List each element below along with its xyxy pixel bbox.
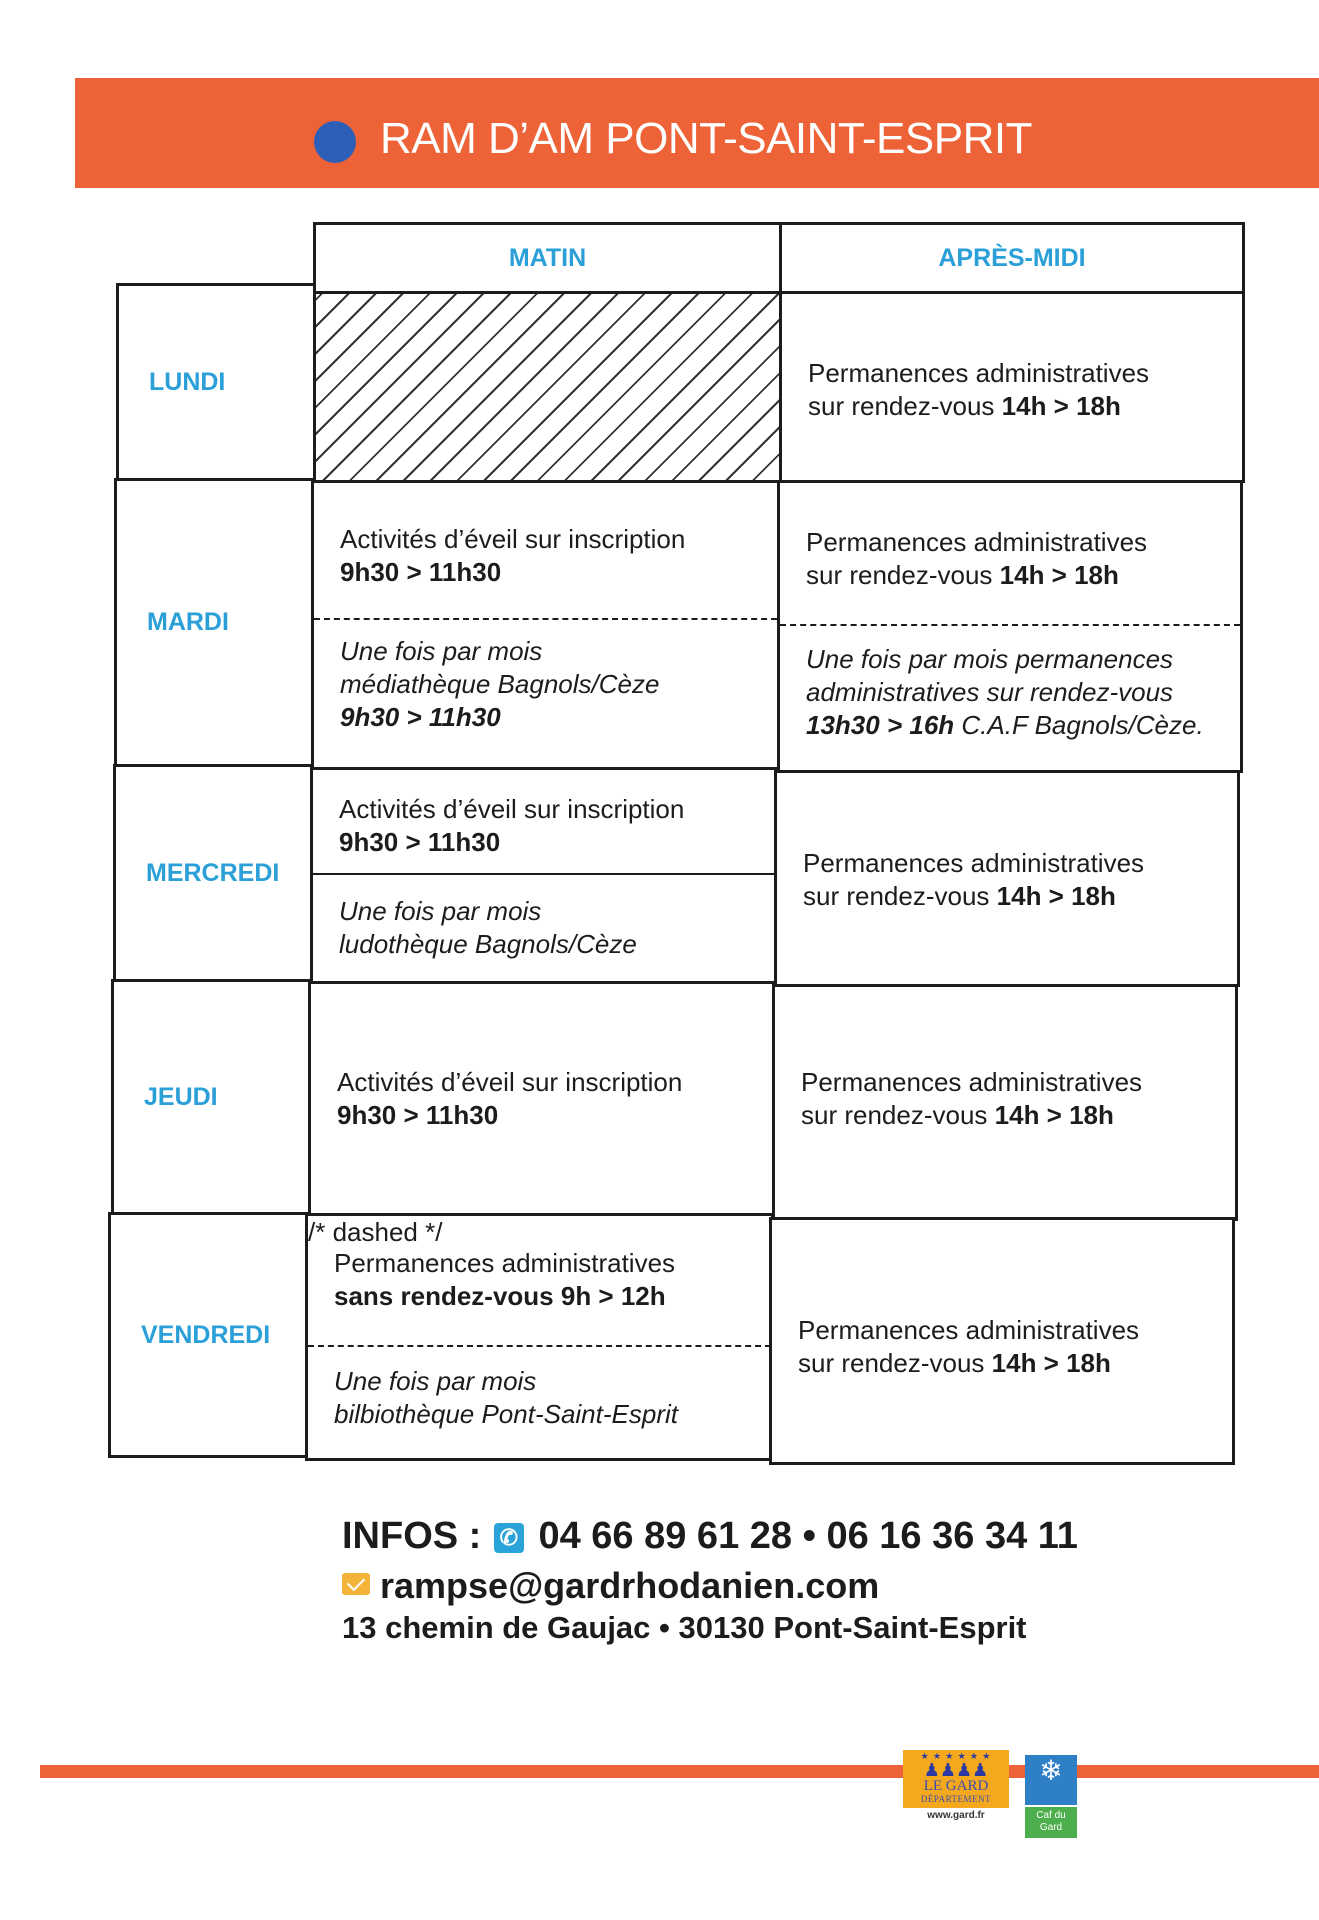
- cell-line: Une fois par mois: [339, 896, 542, 926]
- cell-line: Une fois par mois: [340, 636, 543, 666]
- cell-line: Une fois par mois: [334, 1366, 537, 1396]
- cell-time: 9h30 > 11h30: [337, 1100, 499, 1130]
- email-link[interactable]: rampse@gardrhodanien.com: [380, 1565, 880, 1606]
- footer-bar: [40, 1765, 1319, 1778]
- cell-line: [806, 709, 1204, 742]
- mardi-afternoon-cell: [777, 480, 1243, 773]
- cell-time: sans rendez-vous 9h > 12h: [334, 1281, 666, 1311]
- infos-label: INFOS :: [342, 1515, 482, 1557]
- cell-time: 9h30 > 11h30: [339, 827, 501, 857]
- gard-logo-url[interactable]: www.gard.fr: [927, 1810, 985, 1821]
- column-header-morning: MATIN: [313, 222, 782, 294]
- caf-logo-mark: [1025, 1755, 1077, 1805]
- email-row: [342, 1565, 879, 1607]
- gard-logo-mark: [903, 1750, 1009, 1808]
- column-header-afternoon: APRÈS-MIDI: [779, 222, 1245, 294]
- cell-line: bilbiothèque Pont-Saint-Esprit: [334, 1399, 678, 1429]
- cell-time: 14h > 18h: [1001, 391, 1121, 421]
- mercredi-morning-cell: [310, 767, 779, 984]
- cell-line: Permanences administratives: [798, 1315, 1140, 1345]
- cell-line: Une fois par mois permanences: [806, 644, 1174, 674]
- cell-line: Activités d’éveil sur inscription: [337, 1067, 683, 1097]
- cell-line: [798, 1347, 1111, 1380]
- hatched-closed-cell: [313, 291, 782, 483]
- stars-icon: ★ ★ ★ ★ ★ ★: [920, 1751, 992, 1761]
- cell-line: Permanences administratives: [334, 1248, 676, 1278]
- dashed-divider: [314, 618, 777, 620]
- separator-dot: •: [659, 1610, 670, 1645]
- cell-line: Permanences administratives: [801, 1067, 1143, 1097]
- cell-time: 14h > 18h: [994, 1100, 1114, 1130]
- day-label-mercredi: MERCREDI: [113, 764, 313, 982]
- cell-line: [340, 556, 501, 589]
- cell-time: 9h30 > 11h30: [340, 557, 502, 587]
- cell-time: 14h > 18h: [991, 1348, 1111, 1378]
- snowflake-icon: ❄: [1039, 1755, 1063, 1786]
- day-label-mardi: MARDI: [114, 478, 314, 767]
- gard-logo-sub: DÉPARTEMENT: [920, 1794, 992, 1804]
- cell-line: Permanences administratives: [808, 358, 1150, 388]
- dashed-divider: [308, 1345, 771, 1347]
- cell-text: C.A.F Bagnols/Cèze.: [954, 710, 1204, 740]
- cell-line: Activités d’éveil sur inscription: [340, 524, 686, 554]
- day-label-vendredi: VENDREDI: [108, 1212, 308, 1458]
- cell-line: [339, 826, 500, 859]
- cell-line: [803, 880, 1116, 913]
- gard-logo-name: LE GARD: [923, 1778, 989, 1794]
- vendredi-morning-cell: Permanences administratives sans rendez-vous 9h > 12h /* dashed */ Une fois par mois bilbiothèque Pont-Saint-Esprit: [305, 1213, 774, 1461]
- lundi-afternoon-cell: [779, 291, 1245, 483]
- address-city: 30130 Pont-Saint-Esprit: [678, 1610, 1027, 1645]
- cell-time: 14h > 18h: [996, 881, 1116, 911]
- cell-text: sur rendez-vous: [803, 881, 997, 911]
- cell-line: médiathèque Bagnols/Cèze: [340, 669, 660, 699]
- cell-line: Activités d’éveil sur inscription: [339, 794, 685, 824]
- address-street: 13 chemin de Gaujac: [342, 1610, 651, 1645]
- phone-number-2[interactable]: 06 16 36 34 11: [826, 1515, 1078, 1557]
- cell-line: administratives sur rendez-vous: [806, 677, 1174, 707]
- cell-line: [806, 559, 1119, 592]
- gard-department-logo: [903, 1750, 1009, 1832]
- mardi-morning-cell: [311, 480, 780, 770]
- caf-logo: [1025, 1755, 1077, 1838]
- page-title: RAM D’AM PONT-SAINT-ESPRIT: [380, 114, 1032, 163]
- cell-text: sur rendez-vous: [808, 391, 1002, 421]
- cell-line: Permanences administratives: [806, 527, 1148, 557]
- phone-icon: ✆: [494, 1523, 524, 1553]
- cell-line: ludothèque Bagnols/Cèze: [339, 929, 637, 959]
- phone-number-1[interactable]: 04 66 89 61 28: [538, 1515, 793, 1557]
- cell-line: Permanences administratives: [803, 848, 1145, 878]
- dashed-divider: [780, 624, 1240, 626]
- cell-text: sur rendez-vous: [801, 1100, 995, 1130]
- day-label-jeudi: JEUDI: [111, 979, 311, 1215]
- email-icon: [342, 1573, 370, 1595]
- cell-time: 13h30 > 16h: [806, 710, 955, 740]
- solid-divider: [313, 873, 776, 875]
- phone-row: [342, 1515, 1078, 1558]
- jeudi-morning-cell: [308, 981, 777, 1218]
- cell-line: [340, 701, 501, 734]
- cell-text: sur rendez-vous: [806, 560, 1000, 590]
- day-label-lundi: LUNDI: [116, 283, 316, 481]
- figures-icon: ♟♟♟♟: [923, 1760, 989, 1780]
- jeudi-afternoon-cell: [772, 984, 1238, 1221]
- vendredi-afternoon-cell: [769, 1217, 1235, 1465]
- cell-line: [801, 1099, 1114, 1132]
- mercredi-afternoon-cell: [774, 770, 1240, 987]
- address-row: [342, 1610, 1027, 1646]
- cell-line: [334, 1280, 666, 1313]
- caf-logo-text: Caf du Gard: [1025, 1807, 1077, 1838]
- cell-line: [808, 390, 1121, 423]
- cell-line: [337, 1099, 498, 1132]
- cell-time: 9h30 > 11h30: [340, 702, 501, 732]
- cell-text: sur rendez-vous: [798, 1348, 992, 1378]
- separator-dot: •: [802, 1515, 816, 1557]
- cell-time: 14h > 18h: [999, 560, 1119, 590]
